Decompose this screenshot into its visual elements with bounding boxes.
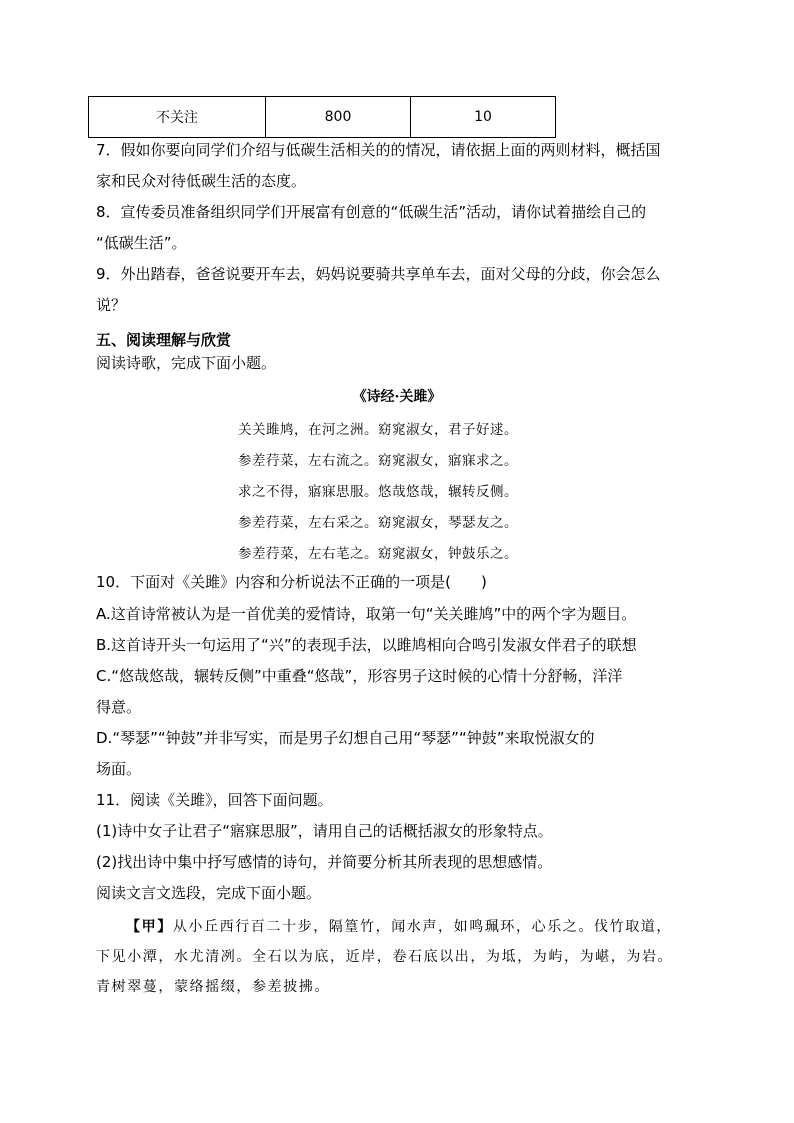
classical-passage-line-3: 青树翠蔓，蒙络摇缀，参差披拂。 xyxy=(96,979,330,995)
question-10-option-d-cont: 场面。 xyxy=(96,760,142,778)
question-10-option-c-cont: 得意。 xyxy=(96,698,142,716)
section-heading: 五、阅读理解与欣赏 xyxy=(96,331,232,349)
classical-passage-line-2: 下见小潭，水尤清冽。全石以为底，近岸，卷石底以出，为坻，为屿，为嵁，为岩。 xyxy=(96,949,674,965)
question-7-line-2: 家和民众对待低碳生活的态度。 xyxy=(96,172,307,190)
passage-tag: 【甲】 xyxy=(126,919,173,935)
question-10-option-c: C.“悠哉悠哉，辗转反侧”中重叠“悠哉”，形容男子这时候的心情十分舒畅，洋洋 xyxy=(96,667,623,685)
question-7-line-1: 7．假如你要向同学们介绍与低碳生活相关的的情况，请依据上面的两则材料，概括国 xyxy=(96,141,661,159)
poem-instruction: 阅读诗歌，完成下面小题。 xyxy=(96,354,277,372)
survey-table xyxy=(88,96,556,138)
table-cell: 不关注 xyxy=(89,97,266,138)
question-10-stem: 10．下面对《关雎》内容和分析说法不正确的一项是( ) xyxy=(96,573,487,591)
question-10-option-b: B.这首诗开头一句运用了“兴”的表现手法，以雎鸠相向合鸣引发淑女伴君子的联想 xyxy=(96,636,637,654)
question-11-stem: 11．阅读《关雎》，回答下面问题。 xyxy=(96,791,333,809)
question-10-option-a: A.这首诗常被认为是一首优美的爱情诗，取第一句“关关雎鸠”中的两个字为题目。 xyxy=(96,605,637,623)
classical-passage-line-1 xyxy=(126,916,672,936)
poem-line: 求之不得，寤寐思服。悠哉悠哉，辗转反侧。 xyxy=(238,484,518,500)
table-cell: 10 xyxy=(411,97,556,138)
question-10-option-d: D.“琴瑟”“钟鼓”并非写实，而是男子幻想自己用“琴瑟”“钟鼓”来取悦淑女的 xyxy=(96,729,595,747)
table-cell: 800 xyxy=(266,97,411,138)
passage-text: 从小丘西行百二十步，隔篁竹，闻水声，如鸣珮环，心乐之。伐竹取道， xyxy=(172,919,673,935)
poem-line: 参差荇菜，左右流之。窈窕淑女，寤寐求之。 xyxy=(238,453,518,469)
question-8-line-1: 8．宣传委员准备组织同学们开展富有创意的“低碳生活”活动，请你试着描绘自己的 xyxy=(96,203,647,221)
question-11-sub-1: (1)诗中女子让君子“寤寐思服”，请用自己的话概括淑女的形象特点。 xyxy=(96,822,553,840)
poem-line: 参差荇菜，左右采之。窈窕淑女，琴瑟友之。 xyxy=(238,515,518,531)
question-11-sub-2: (2)找出诗中集中抒写感情的诗句，并简要分析其所表现的思想感情。 xyxy=(96,853,553,871)
question-8-line-2: “低碳生活”。 xyxy=(96,234,187,252)
classical-instruction: 阅读文言文选段，完成下面小题。 xyxy=(96,884,322,902)
poem-line: 关关雎鸠，在河之洲。窈窕淑女，君子好逑。 xyxy=(238,422,518,438)
poem-title: 《诗经·关雎》 xyxy=(352,389,442,405)
question-9-line-1: 9．外出踏春，爸爸说要开车去，妈妈说要骑共享单车去，面对父母的分歧，你会怎么 xyxy=(96,265,661,283)
table-row xyxy=(89,97,556,138)
poem-line: 参差荇菜，左右芼之。窈窕淑女，钟鼓乐之。 xyxy=(238,546,518,562)
question-9-line-2: 说？ xyxy=(96,296,127,314)
